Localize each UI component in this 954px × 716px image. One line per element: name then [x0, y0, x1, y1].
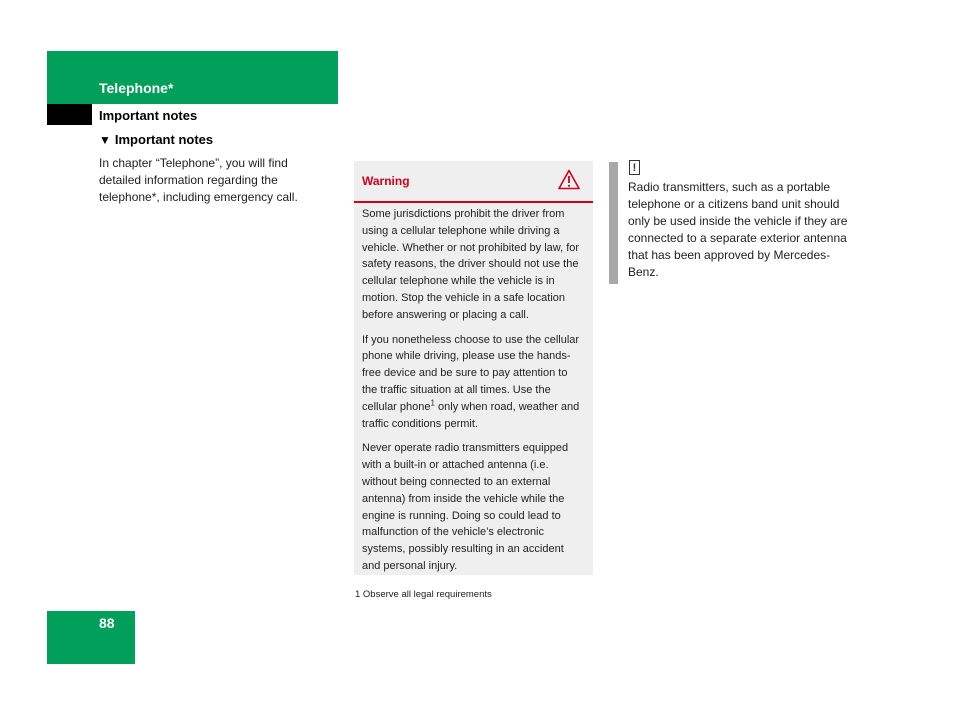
subsection-title: Important notes	[114, 132, 214, 147]
chapter-title: Telephone*	[99, 80, 174, 96]
warning-header	[354, 161, 593, 203]
warning-paragraph-2-text: If you nonetheless choose to use the cellular phone while driving, please use the hands-free device and be sure to pay attention to the traffic situation at all times. Use the cellular phone	[362, 333, 580, 413]
warning-paragraph-2-text-end: only when road, weather and traffic conditions permit.	[362, 400, 580, 430]
page-number-box	[47, 611, 135, 664]
warning-paragraph-2	[362, 332, 585, 433]
warning-body	[354, 203, 593, 575]
warning-label: Warning	[362, 174, 410, 188]
warning-triangle-icon	[558, 169, 580, 190]
exclamation-icon: !	[629, 160, 640, 175]
notice-text: Radio transmitters, such as a portable telephone or a citizens band unit should only be used inside the vehicle if they are connected to a separate exterior antenna that has been approved by Mercedes-Benz.	[628, 180, 848, 279]
header-band	[47, 51, 338, 104]
warning-paragraph-3: Never operate radio transmitters equipped with a built-in or attached antenna (i.e. without being connected to an external antenna) from inside the vehicle while the engine is running. Doing so could lead to malfunction of the vehicle’s electronic systems, possibly resulting in an accident and personal injury.	[362, 442, 569, 572]
warning-paragraph-1: Some jurisdictions prohibit the driver from using a cellular telephone while driving a vehicle. Whether or not prohibited by law, for safety reasons, the driver should not use the cellular telephone while the vehicle is in motion. Stop the vehicle in a safe location before answering or placing a call.	[362, 208, 580, 321]
subsection-heading	[99, 132, 213, 147]
warning-box	[354, 161, 593, 575]
notice-bar	[609, 162, 618, 284]
section-title: Important notes	[99, 108, 198, 123]
footnote-ref: 1	[430, 398, 435, 408]
footnote: 1 Observe all legal requirements	[355, 589, 492, 600]
triangle-down-icon: ▼	[99, 133, 111, 147]
intro-paragraph: In chapter “Telephone”, you will find detailed information regarding the telephone*, including emergency call.	[99, 156, 298, 204]
section-tab-marker	[47, 104, 92, 125]
page-number: 88	[99, 615, 115, 631]
